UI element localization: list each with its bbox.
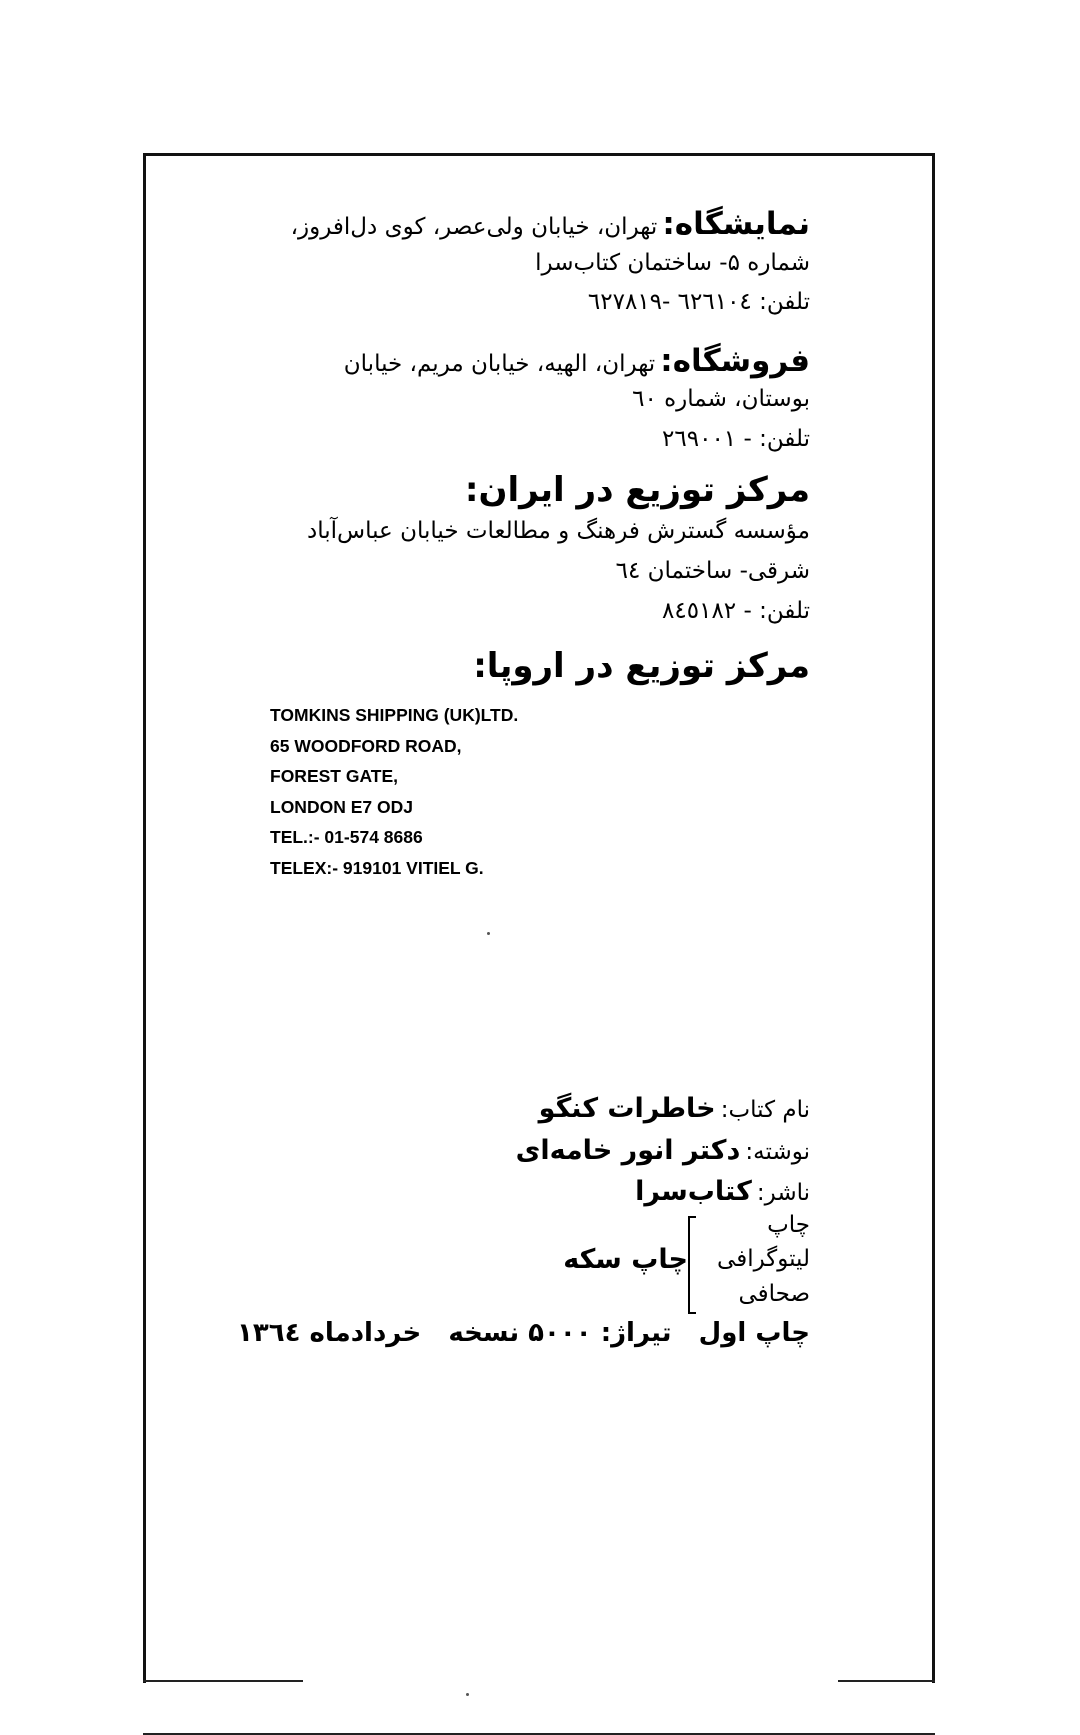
store-address-2: بوستان، شماره ٦٠ <box>632 386 810 412</box>
colophon-publisher <box>635 1176 810 1207</box>
iran-distribution-address-1: مؤسسه گسترش فرهنگ و مطالعات خیابان عباس‌آباد <box>306 518 810 544</box>
europe-address-block <box>270 700 518 883</box>
exhibition-address-2: شماره ۵- ساختمان کتاب‌سرا <box>535 250 810 276</box>
print-option-print: چاپ <box>767 1212 810 1238</box>
title-value: خاطرات کنگو <box>538 1093 716 1124</box>
author-value: دکتر انور خامه‌ای <box>515 1135 741 1166</box>
exhibition-label: نمایشگاه: <box>662 206 810 242</box>
store-label: فروشگاه: <box>660 343 810 379</box>
print-value: چاپ سکه <box>563 1244 688 1275</box>
store-address-1: تهران، الهیه، خیابان مریم، خیابان <box>343 351 656 377</box>
frame-bottom-left <box>143 1680 303 1682</box>
colophon-title <box>539 1093 810 1124</box>
print-option-binding: صحافی <box>738 1281 810 1307</box>
europe-address-line: TOMKINS SHIPPING (UK)LTD. <box>270 705 519 725</box>
exhibition-address-1: تهران، خیابان ولی‌عصر، کوی دل‌افروز، <box>290 214 658 240</box>
iran-distribution-heading: مرکز توزیع در ایران: <box>464 470 810 510</box>
colophon-author <box>516 1135 810 1166</box>
frame-bottom-right <box>838 1680 935 1682</box>
exhibition-phone: تلفن: ٦٢٦١٠٤ -٦٢٧٨١٩ <box>587 289 810 315</box>
europe-telex: TELEX:- 919101 VITIEL G. <box>270 857 484 878</box>
europe-address-line: FOREST GATE, <box>270 766 399 786</box>
europe-phone: TEL.:- 01-574 8686 <box>270 827 423 847</box>
speck <box>487 932 490 935</box>
exhibition-line-1 <box>291 206 810 242</box>
store-phone: تلفن: - ٢٦٩٠٠١ <box>662 426 810 452</box>
iran-distribution-phone: تلفن: - ٨٤٥١٨٢ <box>662 598 810 624</box>
title-label: نام کتاب: <box>720 1097 810 1123</box>
publisher-value: کتاب‌سرا <box>635 1176 752 1207</box>
print-option-lithography: لیتوگرافی <box>717 1246 810 1272</box>
europe-address-line: 65 WOODFORD ROAD, <box>270 735 462 756</box>
edition-line: چاپ اول تیراژ: ۵۰۰۰ نسخه خردادماه ١٣٦٤ <box>236 1318 810 1348</box>
iran-distribution-address-2: شرقی- ساختمان ٦٤ <box>615 558 810 584</box>
grouping-brace <box>688 1216 700 1314</box>
europe-address-line: LONDON E7 ODJ <box>270 796 413 817</box>
page-frame <box>143 153 935 1683</box>
author-label: نوشته: <box>745 1139 810 1165</box>
europe-distribution-heading: مرکز توزیع در اروپا: <box>473 646 810 686</box>
speck <box>466 1693 469 1696</box>
publisher-label: ناشر: <box>756 1180 810 1206</box>
store-line-1 <box>344 343 810 379</box>
